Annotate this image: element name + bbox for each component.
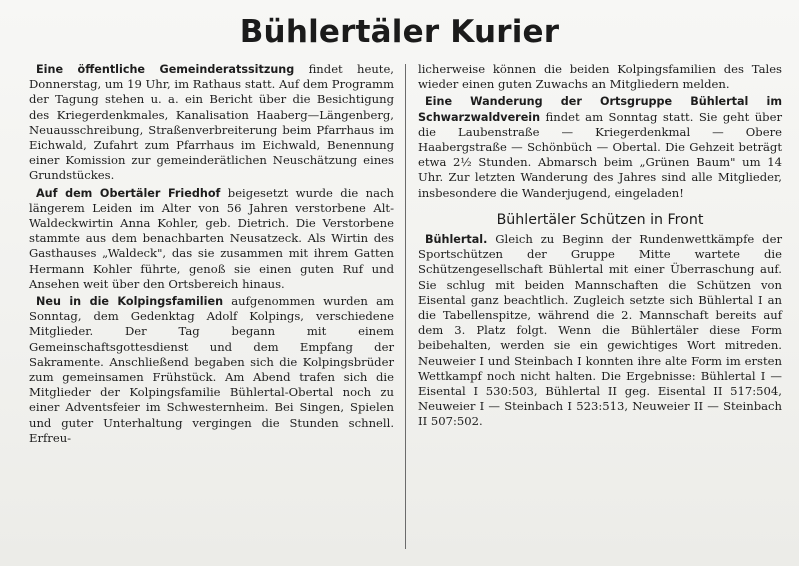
article-text: aufgenommen wurden am Sonntag, dem Gedenktag Adolf Kolpings, verschiedene Mitglieder. Der Tag begann mit einem Gemeinschaftsgottesdienst und dem Empfang der Sakramente. Anschließend begaben sich die Kolpingsbrüder zum gemeinsamen Frühstück. Am Abend trafen sich die Mitglieder der Kolpingsfamilie Bühlertal-Obertal noch zu einer Adventsfeier im Schwesternheim. Bei Singen, Spielen und guter Unterhaltung vergingen die Stunden schnell. Erfreu- [29, 294, 394, 445]
article-wanderung [418, 94, 782, 200]
column-divider [405, 64, 406, 549]
article-lead: Neu in die Kolpingsfamilien [36, 295, 224, 309]
article-lead: Auf dem Obertäler Friedhof [36, 186, 221, 200]
article-lead: Bühlertal. [425, 233, 488, 247]
article-text: findet am Sonntag statt. Sie geht über die Laubenstraße — Kriegerdenkmal — Obere Haabergstraße — Schönbüch — Obertal. Die Gehzeit beträgt etwa 2½ Stunden. Abmarsch beim „Grünen Baum" um 14 Uhr. Zur letzten Wanderung des Jahres sind alle Mitglieder, insbesondere die Wanderjugend, eingeladen! [418, 109, 782, 200]
right-column [418, 62, 782, 542]
article-friedhof [29, 186, 394, 292]
article-text: findet heute, Donnerstag, um 19 Uhr, im Rathaus statt. Auf dem Programm der Tagung stehen u. a. ein Bericht über die Besichtigung des Kriegerdenkmales, Kanalisation Haaberg—Längenberg, Neuausschreibung, Straßenverbreiterung beim Pfarrhaus im Eichwald, Zufahrt zum Pfarrhaus im Eichwald, Benennung einer Komission zur gemeinderätlichen Neuschätzung eines Grundstückes. [29, 62, 394, 183]
article-headline: Bühlertäler Schützen in Front [496, 211, 704, 228]
article-kolpingsfamilien-continued: licherweise können die beiden Kolpingsfamilien des Tales wieder einen guten Zuwachs an Mitgliedern melden. [418, 62, 782, 92]
article-lead: Eine Wanderung der Ortsgruppe Bühlertal im Schwarzwaldverein [418, 95, 782, 124]
article-kolpingsfamilien [29, 294, 394, 446]
article-text: Gleich zu Beginn der Rundenwettkämpfe der Sportschützen der Gruppe Mitte wartete die Schützengesellschaft Bühlertal mit einer Überraschung auf. Sie schlug mit beiden Mannschaften die Schützen von Eisental ganz beachtlich. Zugleich setzte sich Bühlertal I an die Tabellenspitze, während die 2. Mannschaft bereits auf dem 3. Platz folgt. Wenn die Bühlertäler diese Form beibehalten, werden sie ein gewichtiges Wort mitreden. Neuweier I und Steinbach I konnten ihre alte Form im ersten Wettkampf noch nicht halten. Die Ergebnisse: Bühlertal I — Eisental I 530:503, Bühlertal II geg. Eisental II 517:504, Neuweier I — Steinbach I 523:513, Neuweier II — Steinbach II 507:502. [418, 232, 782, 429]
article-lead: Eine öffentliche Gemeinderatssitzung [36, 63, 295, 76]
article-gemeinderatssitzung [29, 62, 394, 184]
article-text: beigesetzt wurde die nach längerem Leiden im Alter von 56 Jahren verstorbene Alt-Waldeckwirtin Anna Kohler, geb. Dietrich. Die Verstorbene stammte aus dem benachbarten Neusatzeck. Als Wirtin des Gasthauses „Waldeck", das sie zusammen mit ihrem Gatten Hermann Kohler führte, genoß sie einen guten Ruf und Ansehen weit über den Ortsbereich hinaus. [29, 185, 394, 291]
masthead-title: Bühlertäler Kurier [239, 14, 560, 50]
left-column [29, 62, 394, 560]
article-schuetzen [418, 232, 782, 430]
